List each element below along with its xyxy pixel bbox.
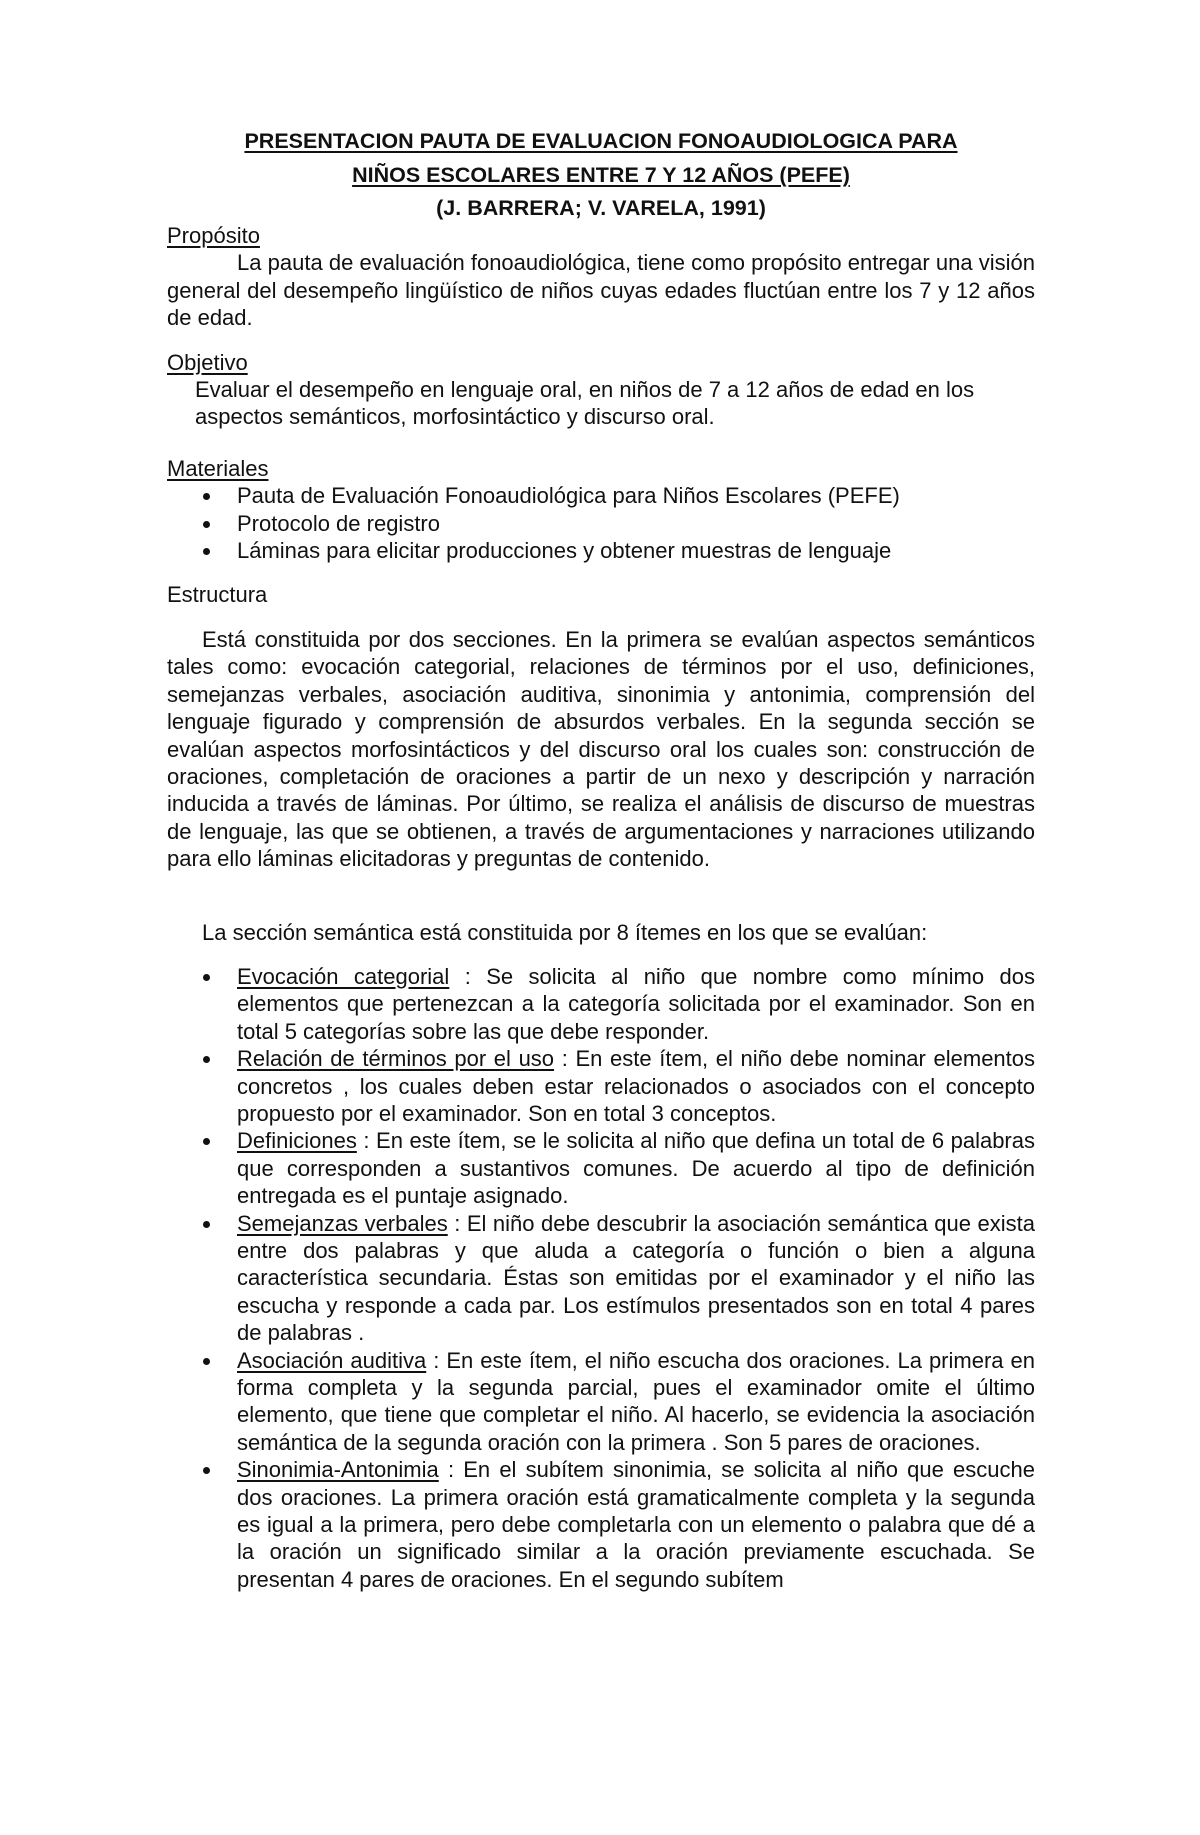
item-term: Relación de términos por el uso	[237, 1046, 555, 1072]
bullet-icon	[203, 1467, 210, 1474]
bullet-icon	[203, 521, 210, 528]
title-line-2-text: NIÑOS ESCOLARES ENTRE 7 Y 12 AÑOS (PEFE)	[352, 163, 850, 187]
item-term: Sinonimia-Antonimia	[237, 1457, 439, 1483]
item-text: : Se solicita al niño que nombre como mínimo dos elementos que pertenezcan a la categoría solicitada por el examinador. Son en total 5 categorías sobre las que debe responder.	[237, 963, 1035, 1044]
proposito-text: La pauta de evaluación fonoaudiológica, tiene como propósito entregar una visión general del desempeño lingüístico de niños cuyas edades fluctúan entre los 7 y 12 años de edad.	[167, 250, 1035, 331]
bullet-icon	[203, 1221, 210, 1228]
item-text: : En este ítem, el niño debe nominar elementos concretos , los cuales deben estar relacionados o asociados con el concepto propuesto por el examinador. Son en total 3 conceptos.	[237, 1046, 1036, 1126]
bullet-icon	[203, 974, 210, 981]
list-item	[167, 1127, 1035, 1209]
item-text: : En el subítem sinonimia, se solicita al niño que escuche dos oraciones. La primera oración está gramaticalmente completa y la segunda es igual a la primera, pero debe completarla con un elemento o palabra que dé a la oración un significado similar a la oración previamente escuchada. Se presentan 4 pares de oraciones. En el segundo subítem	[237, 1457, 1035, 1592]
document-title-line-1	[167, 128, 1035, 155]
item-term: Definiciones	[237, 1128, 357, 1154]
item-term: Asociación auditiva	[237, 1347, 427, 1373]
list-item	[167, 1347, 1035, 1457]
list-item	[167, 537, 1035, 564]
bullet-icon	[203, 1358, 210, 1365]
materiales-list	[167, 482, 1035, 564]
spacer	[167, 564, 1035, 581]
objetivo-text: Evaluar el desempeño en lenguaje oral, en niños de 7 a 12 años de edad en los aspectos semánticos, morfosintáctico y discurso oral.	[195, 377, 975, 430]
document-title-line-2	[167, 162, 1035, 189]
spacer	[167, 873, 1035, 919]
list-item	[167, 1456, 1035, 1593]
item-text: : En este ítem, el niño escucha dos oraciones. La primera en forma completa y la segunda parcial, pues el examinador omite el último elemento, que tiene que completar el niño. Al hacerlo, se evidencia la asociación semántica de la segunda oración con la primera . Son 5 pares de oraciones.	[237, 1347, 1035, 1455]
seccion-semantica-list	[167, 963, 1035, 1593]
list-item	[167, 1210, 1035, 1347]
materiales-heading: Materiales	[167, 455, 269, 481]
list-item	[167, 482, 1035, 509]
spacer	[167, 332, 1035, 349]
item-term: Semejanzas verbales	[237, 1210, 448, 1236]
spacer	[167, 946, 1035, 963]
list-item-text: Láminas para elicitar producciones y obtener muestras de lenguaje	[237, 538, 892, 564]
proposito-heading: Propósito	[167, 223, 260, 248]
item-text: : El niño debe descubrir la asociación semántica que exista entre dos palabras y que aluda a categoría o función o bien a alguna característica secundaria. Éstas son emitidas por el examinador y el niño las escucha y responde a cada par. Los estímulos presentados son en total 4 pares de palabras .	[237, 1210, 1035, 1346]
title-line-1-text: PRESENTACION PAUTA DE EVALUACION FONOAUDIOLOGICA PARA	[244, 129, 958, 153]
objetivo-heading: Objetivo	[167, 349, 248, 375]
item-term: Evocación categorial	[237, 963, 450, 989]
document-body	[167, 128, 1035, 1593]
list-item	[167, 963, 1035, 1045]
bullet-icon	[203, 493, 210, 500]
estructura-heading: Estructura	[167, 582, 268, 608]
list-item	[167, 1045, 1035, 1127]
item-text: : En este ítem, se le solicita al niño que defina un total de 6 palabras que corresponden a sustantivos comunes. De acuerdo al tipo de definición entregada es el puntaje asignado.	[237, 1128, 1035, 1209]
seccion-semantica-intro: La sección semántica está constituida por 8 ítemes en los que se evalúan:	[202, 919, 928, 945]
list-item-text: Pauta de Evaluación Fonoaudiológica para Niños Escolares (PEFE)	[237, 483, 900, 509]
document-authors: (J. BARRERA; V. VARELA, 1991)	[436, 196, 766, 220]
bullet-icon	[203, 1138, 210, 1145]
spacer	[167, 609, 1035, 626]
list-item-text: Protocolo de registro	[237, 510, 440, 536]
estructura-text: Está constituida por dos secciones. En la primera se evalúan aspectos semánticos tales como: evocación categorial, relaciones de términos por el uso, definiciones, semejanzas verbales, asociación auditiva, sinonimia y antonimia, comprensión del lenguaje figurado y comprensión de absurdos verbales. En la segunda sección se evalúan aspectos morfosintácticos y del discurso oral los cuales son: construcción de oraciones, completación de oraciones a partir de un nexo y descripción y narración inducida a través de láminas. Por último, se realiza el análisis de discurso de muestras de lenguaje, las que se obtienen, a través de argumentaciones y narraciones utilizando para ello láminas elicitadoras y preguntas de contenido.	[167, 626, 1035, 872]
list-item	[167, 510, 1035, 537]
bullet-icon	[203, 1056, 210, 1063]
spacer	[167, 431, 1035, 455]
bullet-icon	[203, 548, 210, 555]
